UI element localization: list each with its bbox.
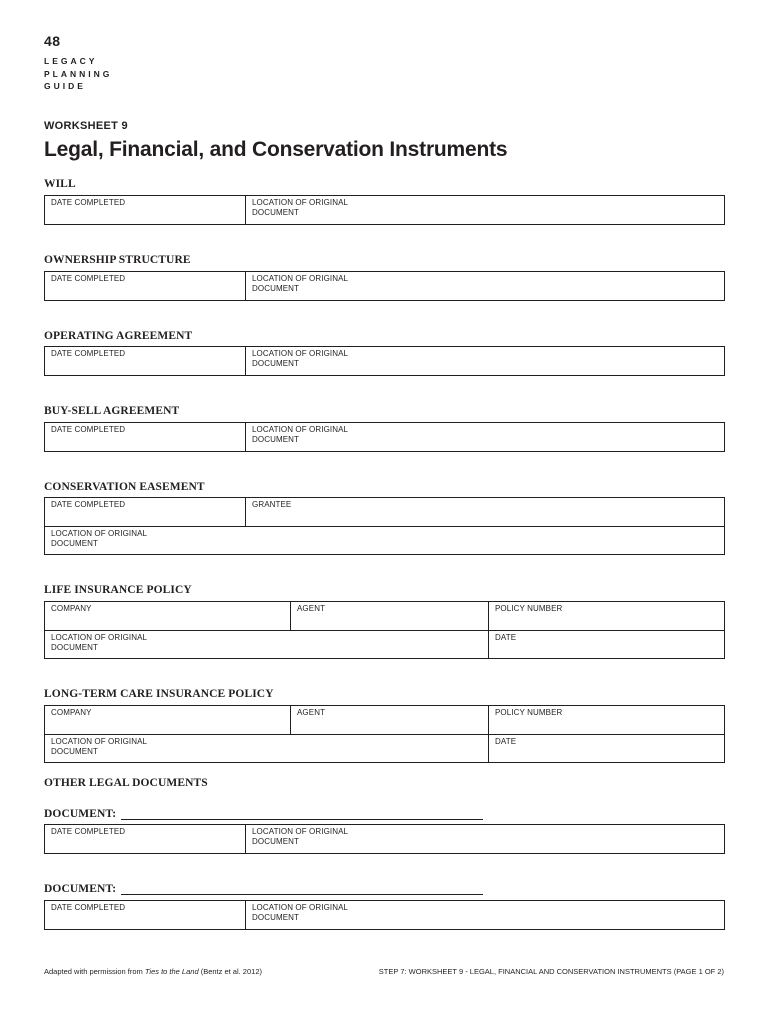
ltc-agent-field[interactable]	[290, 706, 488, 734]
form-row	[45, 498, 724, 526]
form-row	[45, 825, 724, 853]
will-form	[44, 195, 725, 225]
document-1-date-completed-field[interactable]	[45, 825, 245, 853]
worksheet-label: WORKSHEET 9	[44, 120, 128, 132]
field-label: POLICY NUMBER	[495, 604, 563, 613]
easement-grantee-field[interactable]	[245, 498, 724, 526]
page-number: 48	[44, 33, 61, 49]
ltc-location-field[interactable]	[45, 735, 488, 762]
form-row	[45, 272, 724, 300]
life-date-field[interactable]	[488, 631, 724, 658]
field-label: DATE COMPLETED	[51, 349, 126, 358]
life-policy-number-field[interactable]	[488, 602, 724, 630]
field-label: LOCATION OF ORIGINAL DOCUMENT	[252, 827, 348, 846]
will-date-completed-field[interactable]	[45, 196, 245, 224]
ltc-policy-number-field[interactable]	[488, 706, 724, 734]
form-row	[45, 347, 724, 375]
document-2-date-completed-field[interactable]	[45, 901, 245, 929]
operating-location-field[interactable]	[245, 347, 724, 375]
field-label: COMPANY	[51, 708, 92, 717]
easement-form	[44, 497, 725, 555]
field-label: LOCATION OF ORIGINAL DOCUMENT	[252, 349, 348, 368]
operating-form	[44, 346, 725, 376]
form-row	[45, 423, 724, 451]
field-label: LOCATION OF ORIGINAL DOCUMENT	[252, 425, 348, 444]
document-heading-2	[44, 883, 483, 895]
operating-date-completed-field[interactable]	[45, 347, 245, 375]
field-label: DATE COMPLETED	[51, 827, 126, 836]
ownership-date-completed-field[interactable]	[45, 272, 245, 300]
form-row	[45, 630, 724, 658]
document-label: DOCUMENT:	[44, 808, 117, 820]
field-label: LOCATION OF ORIGINAL DOCUMENT	[252, 274, 348, 293]
easement-date-completed-field[interactable]	[45, 498, 245, 526]
form-row	[45, 526, 724, 554]
page-title: Legal, Financial, and Conservation Instruments	[44, 138, 508, 161]
field-label: AGENT	[297, 604, 326, 613]
buysell-form	[44, 422, 725, 452]
form-row	[45, 734, 724, 762]
guide-label-line: PLANNING	[44, 68, 113, 79]
field-label: DATE	[495, 737, 517, 746]
ownership-location-field[interactable]	[245, 272, 724, 300]
field-label: LOCATION OF ORIGINAL DOCUMENT	[252, 198, 348, 217]
field-label: DATE COMPLETED	[51, 198, 126, 207]
section-heading-other-documents: OTHER LEGAL DOCUMENTS	[44, 777, 208, 789]
document-2-form	[44, 900, 725, 930]
easement-location-field[interactable]	[45, 527, 724, 554]
ownership-form	[44, 271, 725, 301]
field-label: LOCATION OF ORIGINAL DOCUMENT	[51, 529, 147, 548]
form-row	[45, 602, 724, 630]
ltc-company-field[interactable]	[45, 706, 290, 734]
document-1-location-field[interactable]	[245, 825, 724, 853]
ltc-date-field[interactable]	[488, 735, 724, 762]
life-location-field[interactable]	[45, 631, 488, 658]
section-heading-easement: CONSERVATION EASEMENT	[44, 481, 205, 493]
field-label: GRANTEE	[252, 500, 292, 509]
document-2-location-field[interactable]	[245, 901, 724, 929]
document-name-line[interactable]	[121, 808, 483, 820]
footer-credit	[44, 967, 262, 976]
buysell-date-completed-field[interactable]	[45, 423, 245, 451]
field-label: LOCATION OF ORIGINAL DOCUMENT	[252, 903, 348, 922]
form-row	[45, 196, 724, 224]
section-heading-operating: OPERATING AGREEMENT	[44, 330, 193, 342]
section-heading-life-insurance: LIFE INSURANCE POLICY	[44, 584, 192, 596]
footer-credit-suffix: (Bentz et al. 2012)	[198, 967, 262, 976]
will-location-field[interactable]	[245, 196, 724, 224]
section-heading-will: WILL	[44, 178, 76, 190]
field-label: DATE	[495, 633, 517, 642]
guide-label-line: LEGACY	[44, 56, 98, 66]
field-label: LOCATION OF ORIGINAL DOCUMENT	[51, 633, 147, 652]
field-label: DATE COMPLETED	[51, 500, 126, 509]
ltc-insurance-form	[44, 705, 725, 763]
footer-page-info: STEP 7: WORKSHEET 9 - LEGAL, FINANCIAL AND CONSERVATION INSTRUMENTS (PAGE 1 OF 2)	[378, 967, 724, 976]
field-label: COMPANY	[51, 604, 92, 613]
field-label: POLICY NUMBER	[495, 708, 563, 717]
form-row	[45, 901, 724, 929]
footer-credit-prefix: Adapted with permission from	[44, 967, 145, 976]
field-label: DATE COMPLETED	[51, 425, 126, 434]
field-label: DATE COMPLETED	[51, 274, 126, 283]
section-heading-ltc-insurance: LONG-TERM CARE INSURANCE POLICY	[44, 688, 274, 700]
life-company-field[interactable]	[45, 602, 290, 630]
buysell-location-field[interactable]	[245, 423, 724, 451]
guide-label-line: GUIDE	[44, 81, 86, 91]
document-name-line[interactable]	[121, 883, 483, 895]
field-label: AGENT	[297, 708, 326, 717]
field-label: LOCATION OF ORIGINAL DOCUMENT	[51, 737, 147, 756]
guide-label	[44, 55, 112, 93]
form-row	[45, 706, 724, 734]
section-heading-ownership: OWNERSHIP STRUCTURE	[44, 254, 191, 266]
field-label: DATE COMPLETED	[51, 903, 126, 912]
document-1-form	[44, 824, 725, 854]
section-heading-buysell: BUY-SELL AGREEMENT	[44, 405, 180, 417]
document-heading-1	[44, 808, 483, 820]
life-insurance-form	[44, 601, 725, 659]
footer-credit-source: Ties to the Land	[144, 967, 199, 976]
document-label: DOCUMENT:	[44, 883, 117, 895]
life-agent-field[interactable]	[290, 602, 488, 630]
